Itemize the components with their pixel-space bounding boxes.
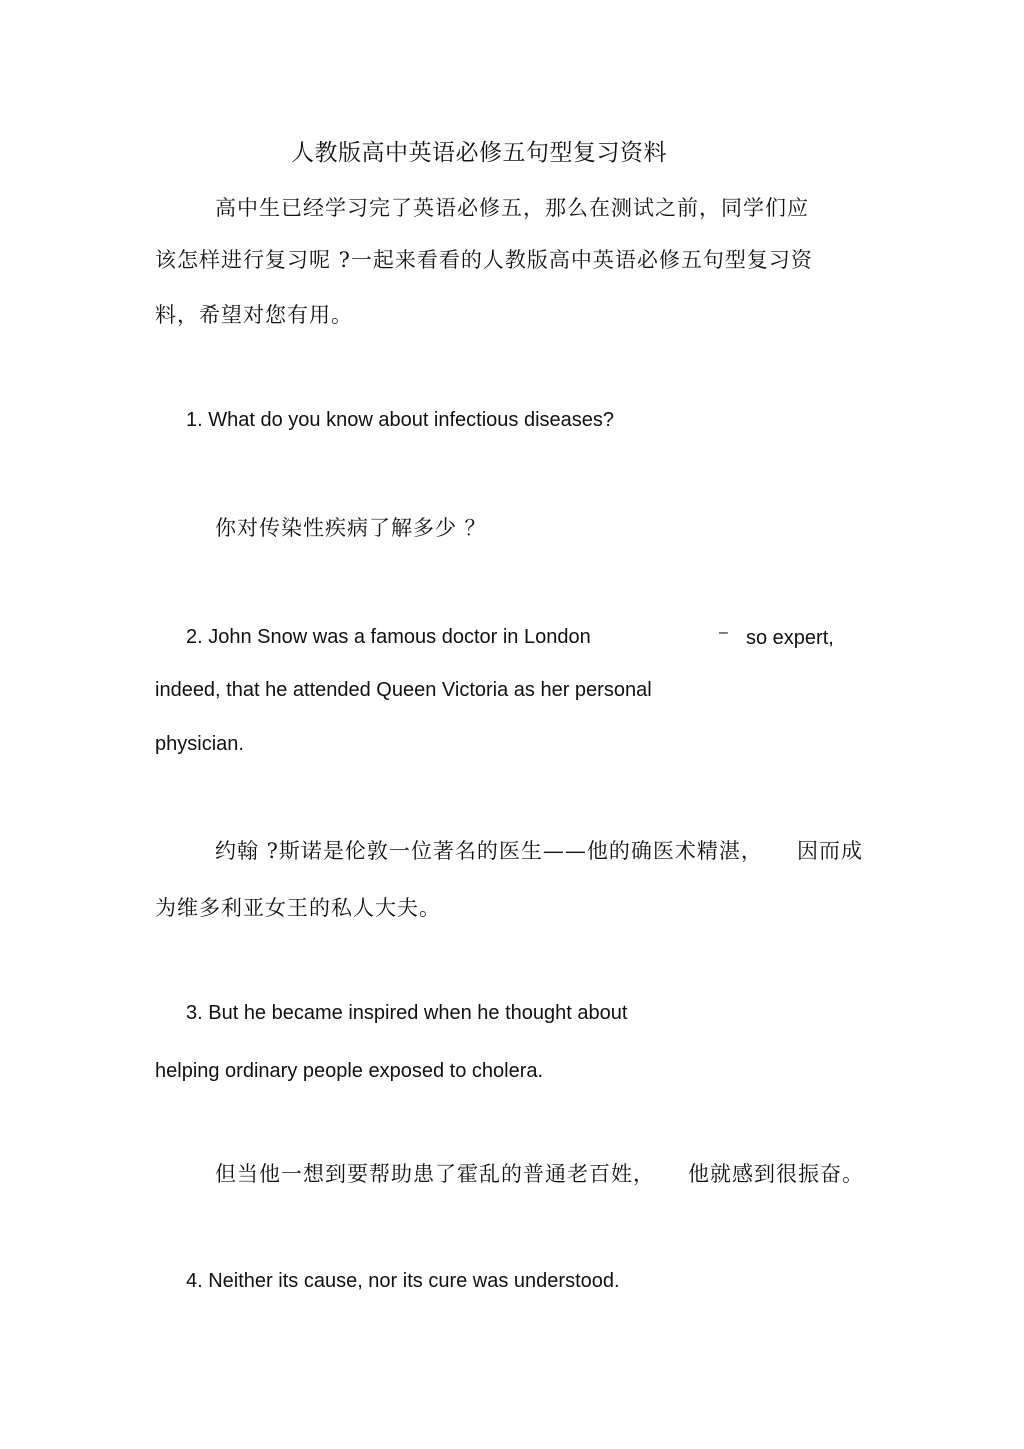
sentence-2-chinese-line-2: 为维多利亚女王的私人大夫。 [155, 896, 441, 920]
intro-line-2: 该怎样进行复习呢 ?一起来看看的人教版高中英语必修五句型复习资 [155, 248, 813, 272]
sentence-3-chinese-line-1-end: 他就感到很振奋。 [688, 1162, 864, 1186]
sentence-2-chinese-line-1: 约翰 ?斯诺是伦敦一位著名的医生——他的确医术精湛， [215, 839, 763, 863]
sentence-3-english-line-1: 3. But he became inspired when he thought about [186, 1002, 628, 1024]
sentence-3-chinese-line-1: 但当他一想到要帮助患了霍乱的普通老百姓， [215, 1162, 655, 1186]
page-title: 人教版高中英语必修五句型复习资料 [291, 140, 667, 166]
sentence-2-dash: – [719, 624, 728, 641]
sentence-1-chinese: 你对传染性疾病了解多少 ？ [215, 516, 487, 540]
sentence-2-english-line-1: 2. John Snow was a famous doctor in London [186, 626, 591, 648]
sentence-2-english-line-2: indeed, that he attended Queen Victoria as her personal [155, 679, 652, 701]
sentence-2-english-line-3: physician. [155, 733, 244, 755]
intro-line-1: 高中生已经学习完了英语必修五，那么在测试之前，同学们应 [215, 196, 809, 220]
sentence-4-english: 4. Neither its cause, nor its cure was understood. [186, 1270, 620, 1292]
sentence-3-english-line-2: helping ordinary people exposed to cholera. [155, 1060, 544, 1082]
sentence-1-english: 1. What do you know about infectious diseases? [186, 409, 615, 431]
sentence-2-english-line-1-end: so expert, [746, 627, 834, 649]
intro-line-3: 料，希望对您有用。 [155, 303, 353, 327]
sentence-2-chinese-line-1-end: 因而成 [797, 839, 863, 863]
